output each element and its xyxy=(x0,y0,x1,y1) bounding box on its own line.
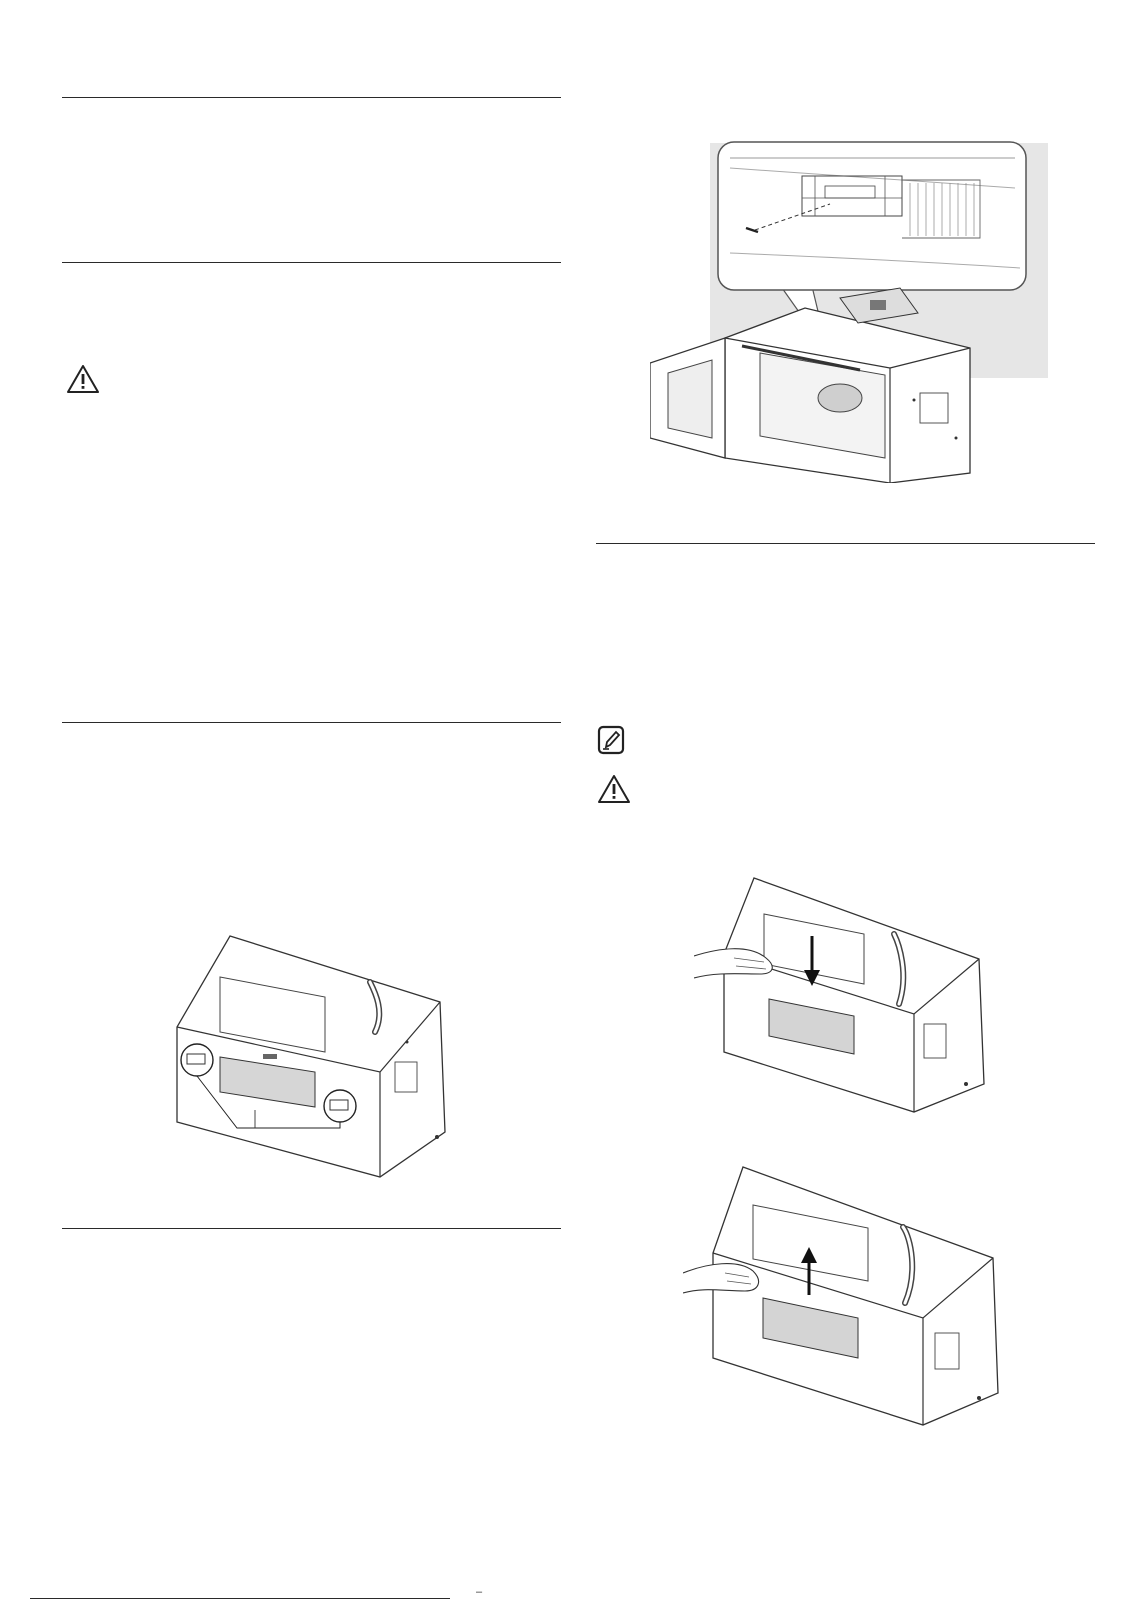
figure-filter-lift-up xyxy=(683,1163,1003,1428)
footer-page-number: – xyxy=(476,1586,483,1598)
note-icon xyxy=(597,725,625,755)
section-rule-3 xyxy=(62,722,561,723)
footer-rule xyxy=(30,1598,450,1599)
caution-icon xyxy=(597,774,631,804)
section-rule-1 xyxy=(62,97,561,98)
figure-microwave-open-door-callout xyxy=(650,138,1050,483)
section-rule-4 xyxy=(62,1228,561,1229)
figure-filter-press-down xyxy=(694,874,994,1114)
caution-icon xyxy=(66,364,100,394)
section-rule-2 xyxy=(62,262,561,263)
section-rule-5 xyxy=(596,543,1095,544)
figure-microwave-underside-tabs xyxy=(175,932,455,1182)
